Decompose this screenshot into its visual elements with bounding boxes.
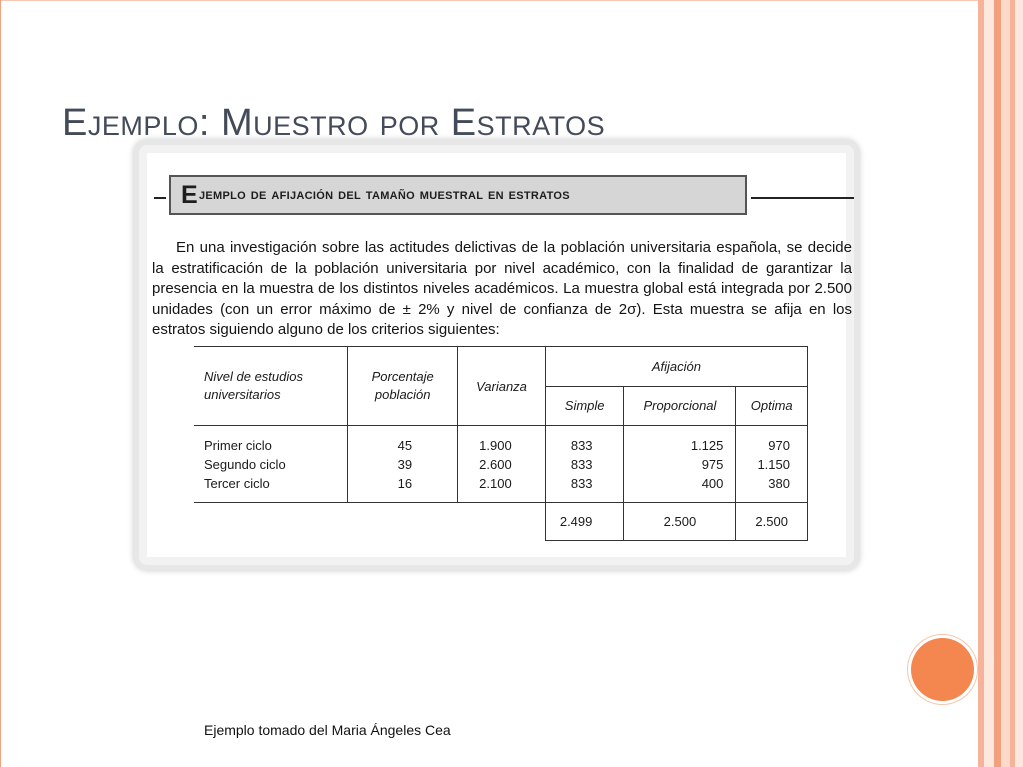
- cell-varianza: [458, 426, 546, 503]
- cell-optima: [736, 426, 808, 503]
- header-afijacion: Afijación: [545, 347, 807, 387]
- header-simple: Simple: [545, 386, 624, 426]
- row-nivel: Tercer ciclo: [204, 475, 270, 491]
- row-simple: 833: [570, 475, 593, 491]
- row-simple: 833: [570, 456, 593, 472]
- heading-rule-left: [154, 197, 166, 199]
- excerpt-heading: [169, 175, 747, 215]
- header-optima: Optima: [736, 386, 808, 426]
- heading-rule-right: [751, 197, 854, 199]
- row-proporcional: 975: [701, 456, 724, 472]
- total-simple: 2.499: [545, 503, 624, 541]
- decorative-stripes: [978, 0, 1023, 767]
- total-optima: 2.500: [736, 503, 808, 541]
- allocation-table: [194, 346, 808, 541]
- total-spacer: [194, 503, 348, 541]
- stripe: [984, 0, 994, 767]
- scanned-page: [147, 153, 852, 557]
- table-total-row: [194, 503, 808, 541]
- slide-top-border: [0, 0, 1023, 1]
- row-varianza: 2.600: [479, 456, 512, 472]
- row-optima: 1.150: [757, 456, 790, 472]
- row-varianza: 1.900: [479, 437, 512, 453]
- row-porcentaje: 45: [397, 437, 413, 453]
- cell-nivel: [194, 426, 348, 503]
- row-simple: 833: [570, 437, 593, 453]
- decorative-circle: [911, 638, 974, 701]
- row-varianza: 2.100: [479, 475, 512, 491]
- header-varianza: Varianza: [458, 347, 546, 426]
- row-nivel: Segundo ciclo: [204, 456, 286, 472]
- stripe: [1015, 0, 1023, 767]
- stripe: [994, 0, 1001, 767]
- header-nivel-label: Nivel de estudios universitarios: [204, 369, 303, 402]
- excerpt-heading-initial: E: [181, 180, 198, 209]
- row-optima: 380: [768, 475, 790, 491]
- excerpt-paragraph: En una investigación sobre las actitudes delictivas de la población universitaria española, se decide la estratificación de la población universitaria por nivel académico, con la finalidad de garantizar la presencia en la muestra de los distintos niveles académicos. La muestra global está integrada por 2.500 unidades (con un error máximo de ± 2% y nivel de confianza de 2σ). Esta muestra se afija en los estratos siguiendo alguno de los criterios siguientes:: [152, 239, 852, 338]
- total-proporcional: 2.500: [624, 503, 736, 541]
- excerpt-heading-text: jemplo de afijación del tamaño muestral en estratos: [198, 186, 570, 203]
- slide-title: Ejemplo: Muestro por Estratos: [62, 102, 606, 144]
- header-porcentaje-label: Porcentaje población: [371, 369, 434, 402]
- row-optima: 970: [768, 437, 790, 453]
- header-proporcional: Proporcional: [624, 386, 736, 426]
- cell-porcentaje: [348, 426, 458, 503]
- total-spacer: [348, 503, 458, 541]
- row-proporcional: 1.125: [690, 437, 724, 453]
- table-body-row: [194, 426, 808, 503]
- source-footnote: Ejemplo tomado del Maria Ángeles Cea: [204, 722, 451, 738]
- table-header-row: [194, 347, 808, 387]
- row-porcentaje: 16: [397, 475, 413, 491]
- row-porcentaje: 39: [397, 456, 413, 472]
- row-nivel: Primer ciclo: [204, 437, 272, 453]
- stripe: [1001, 0, 1010, 767]
- header-nivel: [194, 347, 348, 426]
- cell-simple: [545, 426, 624, 503]
- header-porcentaje: [348, 347, 458, 426]
- total-spacer: [458, 503, 546, 541]
- scanned-excerpt: [139, 145, 854, 565]
- cell-proporcional: [624, 426, 736, 503]
- slide-left-border: [0, 0, 1, 767]
- row-proporcional: 400: [701, 475, 724, 491]
